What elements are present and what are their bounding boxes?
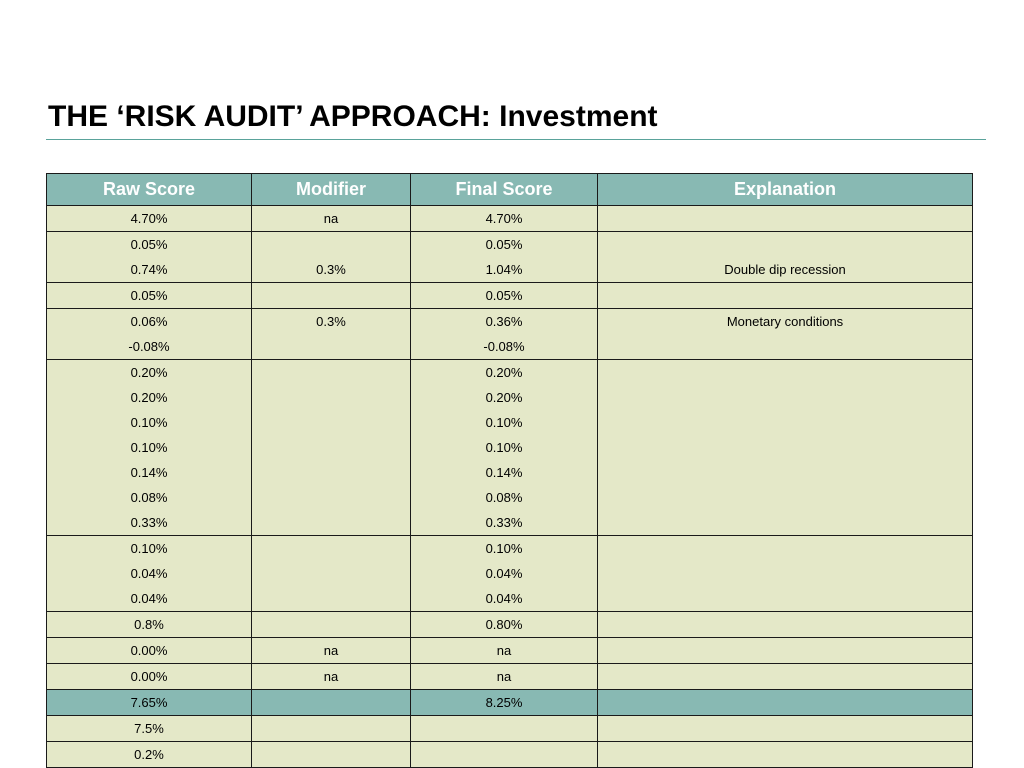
modifier-cell	[252, 334, 411, 360]
table-row	[47, 283, 973, 309]
raw-score-cell: 0.04%	[47, 586, 252, 612]
final-score-cell: 0.10%	[411, 410, 598, 435]
table-row	[47, 510, 973, 536]
modifier-cell	[252, 690, 411, 716]
explanation-cell	[598, 410, 973, 435]
raw-score-cell: 0.04%	[47, 561, 252, 586]
explanation-cell	[598, 334, 973, 360]
final-score-cell: 0.05%	[411, 232, 598, 258]
explanation-cell: Monetary conditions	[598, 309, 973, 335]
final-score-cell: 0.20%	[411, 360, 598, 386]
explanation-cell	[598, 385, 973, 410]
final-score-cell: 4.70%	[411, 206, 598, 232]
raw-score-cell: 0.10%	[47, 435, 252, 460]
modifier-cell	[252, 485, 411, 510]
score-table	[46, 173, 973, 768]
explanation-cell	[598, 586, 973, 612]
modifier-cell	[252, 283, 411, 309]
slide-title: THE ‘RISK AUDIT’ APPROACH: Investment	[48, 100, 658, 133]
final-score-cell: 0.04%	[411, 586, 598, 612]
title-underline	[46, 139, 986, 140]
final-score-cell: 0.10%	[411, 435, 598, 460]
table-row	[47, 257, 973, 283]
final-score-cell: 0.33%	[411, 510, 598, 536]
header-modifier: Modifier	[252, 174, 411, 206]
table-row	[47, 485, 973, 510]
explanation-cell	[598, 638, 973, 664]
modifier-cell	[252, 410, 411, 435]
modifier-cell	[252, 716, 411, 742]
table-row	[47, 460, 973, 485]
raw-score-cell: 0.20%	[47, 360, 252, 386]
explanation-cell	[598, 360, 973, 386]
table-row	[47, 561, 973, 586]
modifier-cell	[252, 232, 411, 258]
table-row	[47, 536, 973, 562]
explanation-cell	[598, 561, 973, 586]
explanation-cell	[598, 460, 973, 485]
modifier-cell: 0.3%	[252, 257, 411, 283]
header-explanation: Explanation	[598, 174, 973, 206]
explanation-cell	[598, 232, 973, 258]
table-body	[47, 206, 973, 768]
table-row	[47, 716, 973, 742]
table-row	[47, 612, 973, 638]
final-score-cell: 0.36%	[411, 309, 598, 335]
final-score-cell: 0.10%	[411, 536, 598, 562]
raw-score-cell: 0.8%	[47, 612, 252, 638]
explanation-cell	[598, 742, 973, 768]
raw-score-cell: 4.70%	[47, 206, 252, 232]
table-row	[47, 334, 973, 360]
final-score-cell	[411, 716, 598, 742]
explanation-cell	[598, 283, 973, 309]
final-score-cell: 0.80%	[411, 612, 598, 638]
final-score-cell: 0.08%	[411, 485, 598, 510]
explanation-cell: Double dip recession	[598, 257, 973, 283]
raw-score-cell: 0.10%	[47, 410, 252, 435]
final-score-cell	[411, 742, 598, 768]
raw-score-cell: 0.14%	[47, 460, 252, 485]
header-final-score: Final Score	[411, 174, 598, 206]
table-row	[47, 232, 973, 258]
raw-score-cell: 0.2%	[47, 742, 252, 768]
explanation-cell	[598, 690, 973, 716]
modifier-cell	[252, 561, 411, 586]
explanation-cell	[598, 664, 973, 690]
table-row	[47, 206, 973, 232]
final-score-cell: 0.20%	[411, 385, 598, 410]
final-score-cell: 0.14%	[411, 460, 598, 485]
raw-score-cell: 0.20%	[47, 385, 252, 410]
final-score-cell: na	[411, 638, 598, 664]
modifier-cell: na	[252, 206, 411, 232]
explanation-cell	[598, 435, 973, 460]
explanation-cell	[598, 716, 973, 742]
modifier-cell	[252, 536, 411, 562]
raw-score-cell: 0.06%	[47, 309, 252, 335]
modifier-cell	[252, 360, 411, 386]
explanation-cell	[598, 510, 973, 536]
explanation-cell	[598, 206, 973, 232]
raw-score-cell: 7.5%	[47, 716, 252, 742]
modifier-cell	[252, 510, 411, 536]
final-score-cell: 0.05%	[411, 283, 598, 309]
table-row	[47, 638, 973, 664]
modifier-cell	[252, 435, 411, 460]
table-row	[47, 410, 973, 435]
modifier-cell	[252, 586, 411, 612]
raw-score-cell: 0.10%	[47, 536, 252, 562]
raw-score-cell: 0.05%	[47, 283, 252, 309]
final-score-cell: 1.04%	[411, 257, 598, 283]
table-row	[47, 664, 973, 690]
raw-score-cell: 0.74%	[47, 257, 252, 283]
raw-score-cell: 0.00%	[47, 664, 252, 690]
raw-score-cell: 0.00%	[47, 638, 252, 664]
header-raw-score: Raw Score	[47, 174, 252, 206]
raw-score-cell: 0.05%	[47, 232, 252, 258]
table-row	[47, 742, 973, 768]
raw-score-cell: 0.08%	[47, 485, 252, 510]
modifier-cell: 0.3%	[252, 309, 411, 335]
table-header-row	[47, 174, 973, 206]
table-row	[47, 309, 973, 335]
raw-score-cell: 0.33%	[47, 510, 252, 536]
raw-score-cell: 7.65%	[47, 690, 252, 716]
total-row	[47, 690, 973, 716]
final-score-cell: -0.08%	[411, 334, 598, 360]
modifier-cell	[252, 460, 411, 485]
table-row	[47, 385, 973, 410]
modifier-cell: na	[252, 638, 411, 664]
table-row	[47, 360, 973, 386]
table-row	[47, 586, 973, 612]
explanation-cell	[598, 485, 973, 510]
explanation-cell	[598, 612, 973, 638]
final-score-cell: 8.25%	[411, 690, 598, 716]
final-score-cell: 0.04%	[411, 561, 598, 586]
modifier-cell	[252, 612, 411, 638]
table-row	[47, 435, 973, 460]
final-score-cell: na	[411, 664, 598, 690]
explanation-cell	[598, 536, 973, 562]
modifier-cell	[252, 742, 411, 768]
raw-score-cell: -0.08%	[47, 334, 252, 360]
modifier-cell: na	[252, 664, 411, 690]
modifier-cell	[252, 385, 411, 410]
